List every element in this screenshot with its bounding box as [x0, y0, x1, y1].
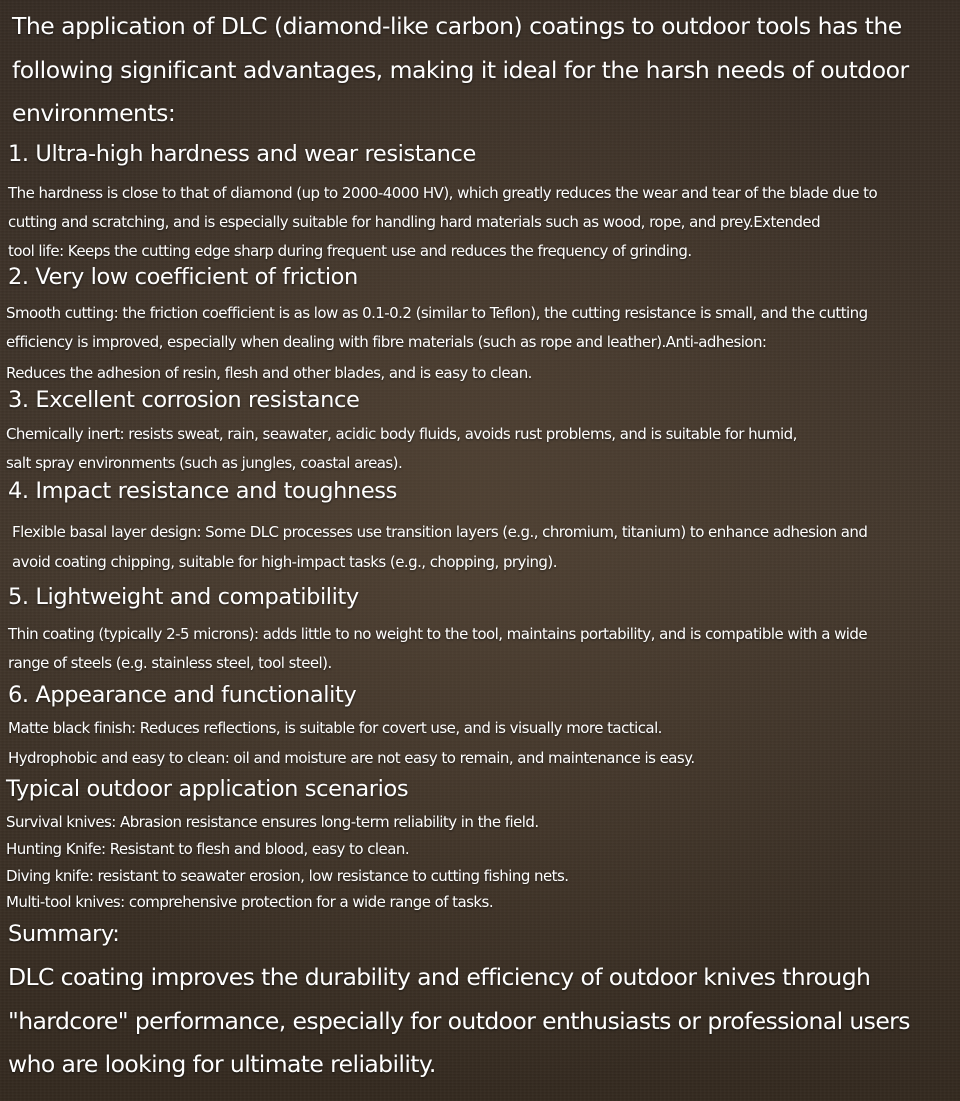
- intro-line-1: The application of DLC (diamond-like carbon) coatings to outdoor tools has the: [12, 12, 902, 40]
- summary-line-2: "hardcore" performance, especially for outdoor enthusiasts or professional users: [8, 1007, 910, 1035]
- summary-line-3: who are looking for ultimate reliability.: [8, 1050, 436, 1078]
- section-5-line-1: Thin coating (typically 2-5 microns): adds little to no weight to the tool, maintains portability, and is compatible with a wide: [8, 625, 868, 643]
- section-4-line-1: Flexible basal layer design: Some DLC processes use transition layers (e.g., chromium, titanium) to enhance adhesion and: [12, 523, 868, 541]
- summary-line-1: DLC coating improves the durability and efficiency of outdoor knives through: [8, 963, 871, 991]
- section-2-line-2: efficiency is improved, especially when dealing with fibre materials (such as rope and leather).Anti-adhesion:: [6, 333, 767, 351]
- intro-line-3: environments:: [12, 99, 176, 127]
- section-6-heading: 6. Appearance and functionality: [8, 682, 357, 708]
- scenario-survival: Survival knives: Abrasion resistance ensures long-term reliability in the field.: [6, 813, 539, 831]
- scenarios-heading: Typical outdoor application scenarios: [6, 776, 409, 802]
- section-3-line-1: Chemically inert: resists sweat, rain, seawater, acidic body fluids, avoids rust problems, and is suitable for humid,: [6, 425, 797, 443]
- summary-heading: Summary:: [8, 921, 120, 947]
- section-3-heading: 3. Excellent corrosion resistance: [8, 387, 360, 413]
- section-4-heading: 4. Impact resistance and toughness: [8, 478, 397, 504]
- section-4-line-2: avoid coating chipping, suitable for high-impact tasks (e.g., chopping, prying).: [12, 553, 557, 571]
- section-6-line-2: Hydrophobic and easy to clean: oil and moisture are not easy to remain, and maintenance is easy.: [8, 749, 695, 767]
- section-1-line-2: cutting and scratching, and is especially suitable for handling hard materials such as wood, rope, and prey.Extended: [8, 213, 821, 231]
- section-1-line-3: tool life: Keeps the cutting edge sharp during frequent use and reduces the frequency of grinding.: [8, 242, 692, 260]
- scenario-diving: Diving knife: resistant to seawater erosion, low resistance to cutting fishing nets.: [6, 867, 569, 885]
- scenario-hunting: Hunting Knife: Resistant to flesh and blood, easy to clean.: [6, 840, 410, 858]
- section-2-heading: 2. Very low coefficient of friction: [8, 264, 358, 290]
- section-2-line-3: Reduces the adhesion of resin, flesh and other blades, and is easy to clean.: [6, 364, 532, 382]
- section-5-line-2: range of steels (e.g. stainless steel, tool steel).: [8, 654, 332, 672]
- section-6-line-1: Matte black finish: Reduces reflections, is suitable for covert use, and is visually more tactical.: [8, 719, 662, 737]
- section-3-line-2: salt spray environments (such as jungles, coastal areas).: [6, 454, 403, 472]
- intro-line-2: following significant advantages, making it ideal for the harsh needs of outdoor: [12, 56, 909, 84]
- section-1-line-1: The hardness is close to that of diamond (up to 2000-4000 HV), which greatly reduces the wear and tear of the blade due to: [8, 184, 878, 202]
- section-1-heading: 1. Ultra-high hardness and wear resistance: [8, 141, 476, 167]
- section-2-line-1: Smooth cutting: the friction coefficient is as low as 0.1-0.2 (similar to Teflon), the cutting resistance is small, and the cutting: [6, 304, 868, 322]
- section-5-heading: 5. Lightweight and compatibility: [8, 584, 359, 610]
- scenario-multitool: Multi-tool knives: comprehensive protection for a wide range of tasks.: [6, 893, 494, 911]
